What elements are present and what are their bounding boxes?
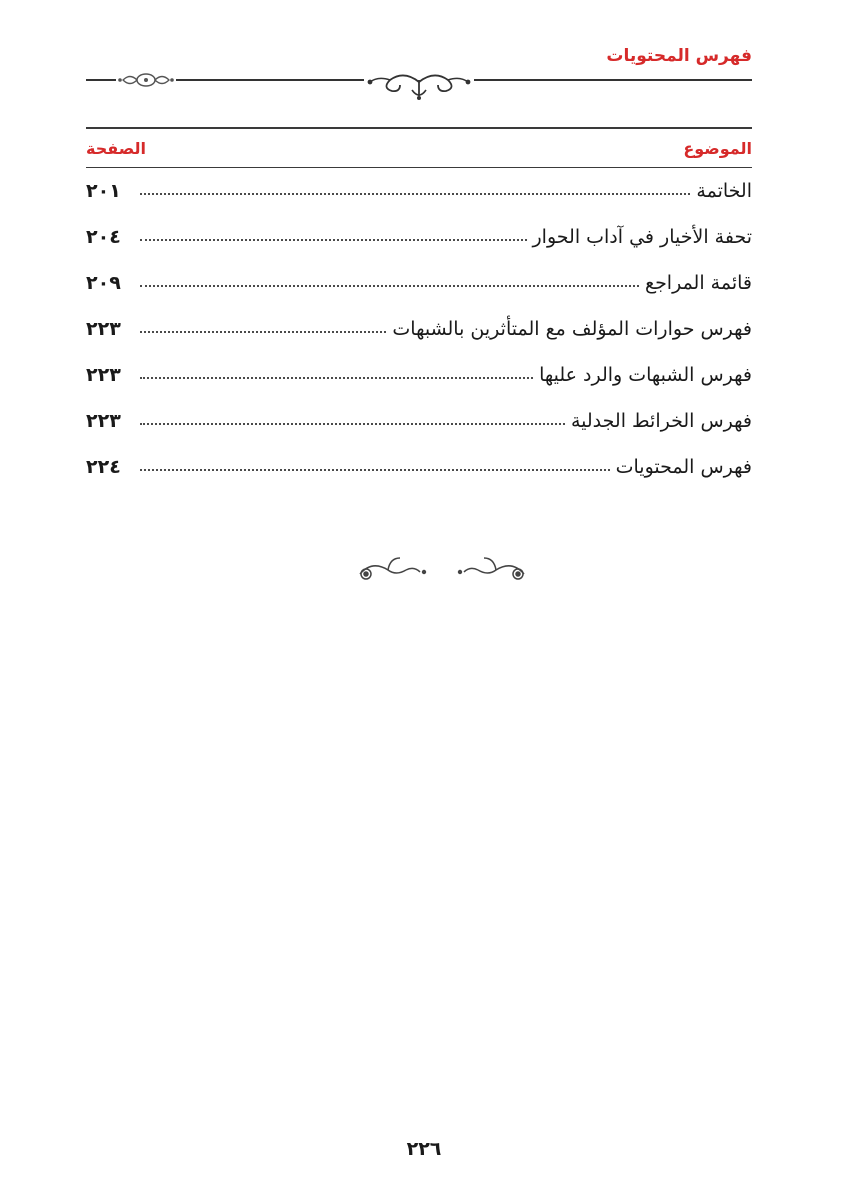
toc-entry-page: ٢٠٩	[86, 272, 121, 294]
small-flourish-icon	[116, 74, 176, 86]
page-column-header: الصفحة	[86, 138, 147, 158]
toc-entry-page: ٢٢٤	[86, 456, 121, 478]
topic-column-header: الموضوع	[683, 138, 752, 158]
toc-entry-title: الخاتمة	[696, 180, 752, 202]
dot-leader	[140, 238, 527, 241]
toc-entry-page: ٢٢٣	[86, 410, 121, 432]
toc-entry[interactable]	[86, 444, 752, 490]
running-header-title: فهرس المحتويات	[606, 46, 752, 66]
toc-entry[interactable]	[86, 306, 752, 352]
dot-leader	[140, 330, 386, 333]
toc-entry[interactable]	[86, 398, 752, 444]
dot-leader	[140, 284, 639, 287]
scroll-flourish-icon	[364, 70, 474, 100]
toc-entry[interactable]	[86, 214, 752, 260]
dot-leader	[140, 468, 610, 471]
toc-entry-title: فهرس حوارات المؤلف مع المتأثرين بالشبهات	[392, 318, 752, 340]
toc-entry-title: تحفة الأخيار في آداب الحوار	[532, 226, 752, 248]
table-of-contents	[86, 127, 752, 490]
toc-entry-title: فهرس الخرائط الجدلية	[570, 410, 752, 432]
dot-leader	[140, 422, 565, 425]
toc-entry[interactable]	[86, 352, 752, 398]
toc-entry-page: ٢٢٣	[86, 318, 121, 340]
dot-leader	[140, 376, 533, 379]
toc-entry-page: ٢٠١	[86, 180, 121, 202]
toc-entry-title: قائمة المراجع	[644, 272, 752, 294]
toc-entry-list	[86, 168, 752, 490]
toc-entry[interactable]	[86, 260, 752, 306]
toc-entry[interactable]	[86, 168, 752, 214]
dot-leader	[140, 192, 690, 195]
toc-entry-page: ٢٠٤	[86, 226, 121, 248]
vine-flourish-icon	[350, 552, 534, 588]
toc-entry-title: فهرس الشبهات والرد عليها	[539, 364, 752, 386]
page-number: ٢٢٦	[406, 1138, 442, 1160]
toc-column-headers	[86, 129, 752, 168]
toc-entry-title: فهرس المحتويات	[615, 456, 752, 478]
header-ornament-rule	[86, 60, 752, 104]
toc-entry-page: ٢٢٣	[86, 364, 121, 386]
